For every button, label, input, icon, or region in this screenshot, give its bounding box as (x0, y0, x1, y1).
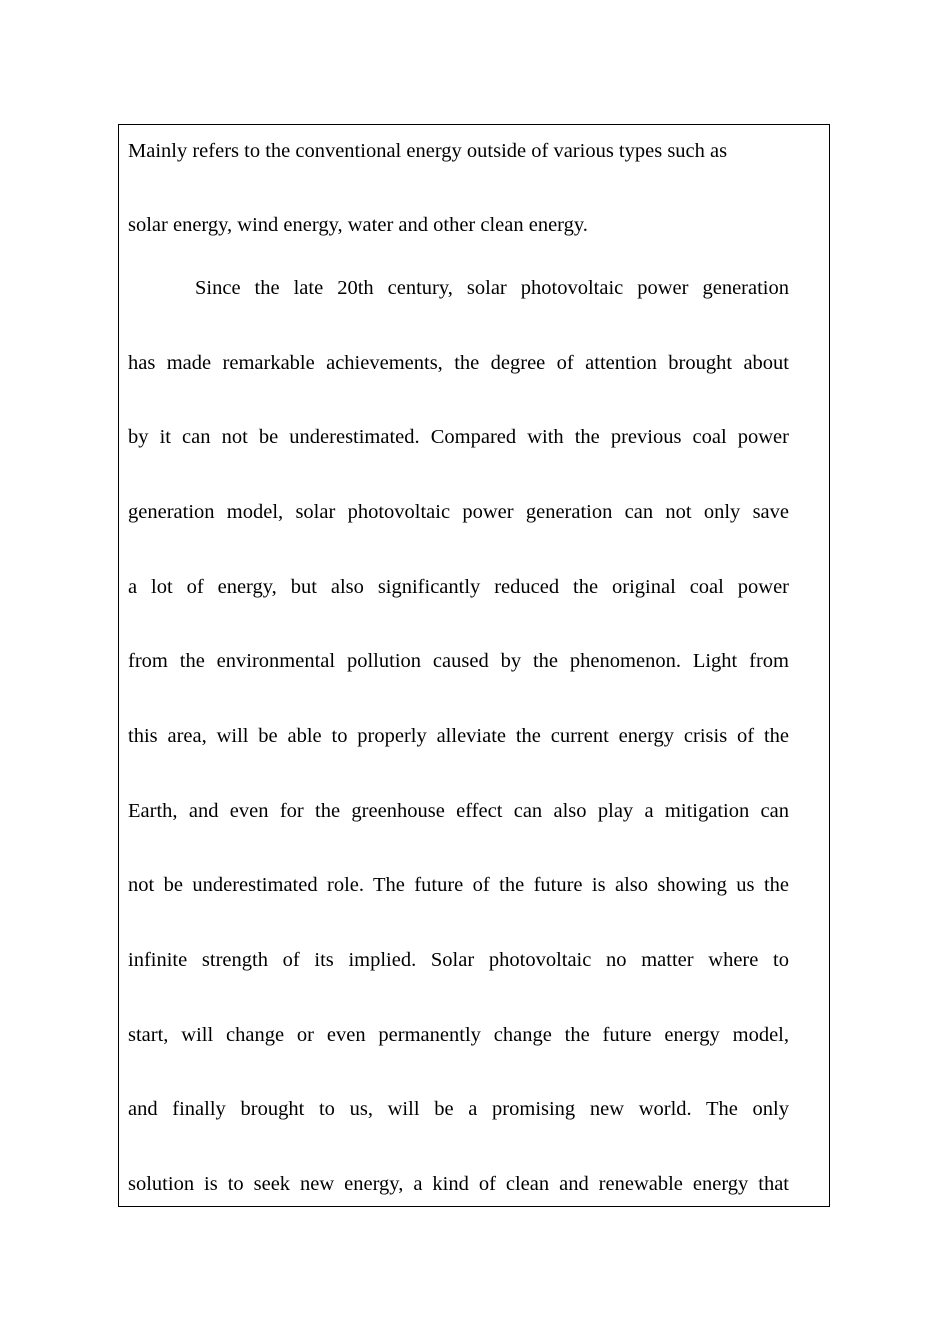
text-line: Since the late 20th century, solar photovoltaic power generation (195, 277, 789, 299)
text-frame (118, 124, 830, 1207)
text-line: has made remarkable achievements, the degree of attention brought about (128, 352, 789, 374)
text-line: from the environmental pollution caused by the phenomenon. Light from (128, 650, 789, 672)
text-line: Mainly refers to the conventional energy outside of various types such as (128, 140, 728, 162)
text-line: solution is to seek new energy, a kind of clean and renewable energy that (128, 1173, 789, 1195)
text-line: solar energy, wind energy, water and other clean energy. (128, 214, 588, 236)
text-line: infinite strength of its implied. Solar photovoltaic no matter where to (128, 949, 789, 971)
text-line: start, will change or even permanently change the future energy model, (128, 1024, 789, 1046)
text-line: by it can not be underestimated. Compared with the previous coal power (128, 426, 789, 448)
text-line: generation model, solar photovoltaic power generation can not only save (128, 501, 789, 523)
text-line: Earth, and even for the greenhouse effect can also play a mitigation can (128, 800, 789, 822)
text-line: this area, will be able to properly alleviate the current energy crisis of the (128, 725, 789, 747)
text-line: and finally brought to us, will be a promising new world. The only (128, 1098, 789, 1120)
text-line: not be underestimated role. The future of the future is also showing us the (128, 874, 789, 896)
text-line: a lot of energy, but also significantly reduced the original coal power (128, 576, 789, 598)
